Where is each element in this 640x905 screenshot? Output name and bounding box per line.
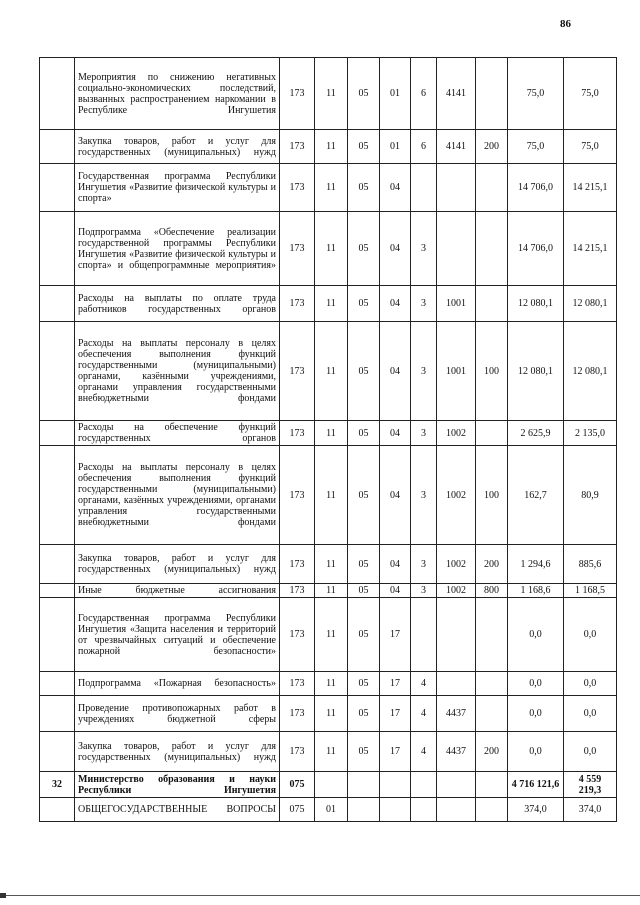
- code-cs3: [437, 598, 476, 672]
- table-row: [40, 732, 617, 772]
- code-vr: 800: [476, 584, 508, 598]
- code-rz: 11: [315, 322, 348, 421]
- value-plan: 75,0: [508, 58, 564, 130]
- code-cs3: 1002: [437, 584, 476, 598]
- table-row: [40, 446, 617, 545]
- value-plan: 0,0: [508, 598, 564, 672]
- code-vr: 200: [476, 732, 508, 772]
- code-cs1: 01: [380, 130, 411, 164]
- budget-table: [39, 57, 617, 822]
- code-rz: 11: [315, 421, 348, 446]
- footer-mark: [0, 893, 6, 898]
- code-vr: [476, 286, 508, 322]
- table-body: [40, 58, 617, 822]
- table-row: [40, 286, 617, 322]
- row-number: [40, 212, 75, 286]
- value-actual: 0,0: [564, 598, 617, 672]
- value-plan: 0,0: [508, 672, 564, 696]
- code-cs3: [437, 672, 476, 696]
- value-actual: 75,0: [564, 130, 617, 164]
- code-cs2: 6: [411, 58, 437, 130]
- row-number: [40, 696, 75, 732]
- row-name: Расходы на выплаты персоналу в целях обеспечения выполнения функций государственными (муниципальными) органами, казённых учреждениями, органами управления государственными внебюджетными фондами: [75, 446, 280, 545]
- row-name: Подпрограмма «Обеспечение реализации государственной программы Республики Ингушетия «Развитие физической культуры и спорта» и общепрограммные мероприятия»: [75, 212, 280, 286]
- row-number: [40, 584, 75, 598]
- code-cs2: [411, 164, 437, 212]
- table-row: [40, 545, 617, 584]
- code-rz: 11: [315, 286, 348, 322]
- code-cs2: 6: [411, 130, 437, 164]
- row-number: [40, 672, 75, 696]
- row-name: Расходы на выплаты персоналу в целях обеспечения выполнения функций государственными (муниципальными) органами, казёнными учреждениями, органами управления государственными внебюджетными фондами: [75, 322, 280, 421]
- code-cs1: 17: [380, 598, 411, 672]
- code-cs2: [411, 772, 437, 798]
- code-rz: 11: [315, 58, 348, 130]
- value-actual: 80,9: [564, 446, 617, 545]
- code-cs2: 3: [411, 212, 437, 286]
- row-name: Министерство образования и науки Республики Ингушетия: [75, 772, 280, 798]
- code-cs3: 1001: [437, 286, 476, 322]
- row-number: [40, 598, 75, 672]
- code-cs1: [380, 798, 411, 822]
- value-plan: 1 168,6: [508, 584, 564, 598]
- code-pr: 05: [348, 286, 380, 322]
- code-cs3: [437, 212, 476, 286]
- table-row: [40, 672, 617, 696]
- code-cs3: [437, 164, 476, 212]
- table-row: [40, 58, 617, 130]
- row-name: Проведение противопожарных работ в учреждениях бюджетной сферы: [75, 696, 280, 732]
- value-actual: 4 559 219,3: [564, 772, 617, 798]
- value-plan: 12 080,1: [508, 322, 564, 421]
- code-pr: 05: [348, 164, 380, 212]
- row-number: 32: [40, 772, 75, 798]
- row-name: Государственная программа Республики Ингушетия «Защита населения и территорий от чрезвычайных ситуаций и обеспечение пожарной безопасности»: [75, 598, 280, 672]
- code-vr: [476, 58, 508, 130]
- value-actual: 14 215,1: [564, 164, 617, 212]
- code-pr: 05: [348, 421, 380, 446]
- code-vr: [476, 598, 508, 672]
- row-number: [40, 545, 75, 584]
- code-rz: 11: [315, 164, 348, 212]
- value-plan: 75,0: [508, 130, 564, 164]
- value-plan: 14 706,0: [508, 164, 564, 212]
- code-vr: [476, 798, 508, 822]
- value-actual: 0,0: [564, 672, 617, 696]
- code-pr: 05: [348, 545, 380, 584]
- code-cs2: 3: [411, 421, 437, 446]
- code-pr: 05: [348, 672, 380, 696]
- code-rz: 11: [315, 672, 348, 696]
- code-cs1: 04: [380, 286, 411, 322]
- code-gr: 173: [280, 696, 315, 732]
- value-plan: 2 625,9: [508, 421, 564, 446]
- code-rz: [315, 772, 348, 798]
- code-gr: 173: [280, 58, 315, 130]
- code-gr: 173: [280, 672, 315, 696]
- page-number: 86: [560, 18, 571, 30]
- code-cs3: 4437: [437, 696, 476, 732]
- code-gr: 173: [280, 421, 315, 446]
- code-pr: 05: [348, 58, 380, 130]
- code-cs2: 3: [411, 545, 437, 584]
- value-plan: 0,0: [508, 732, 564, 772]
- code-pr: 05: [348, 598, 380, 672]
- code-rz: 11: [315, 696, 348, 732]
- code-gr: 173: [280, 598, 315, 672]
- row-number: [40, 286, 75, 322]
- code-cs1: [380, 772, 411, 798]
- table-row: [40, 322, 617, 421]
- code-gr: 173: [280, 164, 315, 212]
- row-number: [40, 58, 75, 130]
- code-cs1: 04: [380, 446, 411, 545]
- code-cs1: 17: [380, 696, 411, 732]
- code-gr: 173: [280, 584, 315, 598]
- code-cs3: 4437: [437, 732, 476, 772]
- code-cs1: 01: [380, 58, 411, 130]
- code-cs3: 1002: [437, 421, 476, 446]
- value-actual: 12 080,1: [564, 322, 617, 421]
- table-row: [40, 130, 617, 164]
- code-cs2: 3: [411, 446, 437, 545]
- footer-line: [0, 895, 640, 896]
- value-actual: 2 135,0: [564, 421, 617, 446]
- table-row: [40, 772, 617, 798]
- code-vr: [476, 696, 508, 732]
- code-rz: 11: [315, 598, 348, 672]
- code-cs1: 04: [380, 322, 411, 421]
- code-cs1: 04: [380, 421, 411, 446]
- value-actual: 1 168,5: [564, 584, 617, 598]
- row-number: [40, 130, 75, 164]
- table-row: [40, 421, 617, 446]
- row-name: Расходы на обеспечение функций государственных органов: [75, 421, 280, 446]
- code-vr: 100: [476, 446, 508, 545]
- code-cs2: 4: [411, 732, 437, 772]
- value-actual: 0,0: [564, 732, 617, 772]
- row-number: [40, 732, 75, 772]
- code-pr: 05: [348, 322, 380, 421]
- table-row: [40, 798, 617, 822]
- value-plan: 374,0: [508, 798, 564, 822]
- code-cs1: 04: [380, 584, 411, 598]
- code-pr: 05: [348, 130, 380, 164]
- value-plan: 14 706,0: [508, 212, 564, 286]
- row-name: Мероприятия по снижению негативных социально-экономических последствий, вызванных распространением наркомании в Республике Ингушетия: [75, 58, 280, 130]
- code-cs1: 04: [380, 545, 411, 584]
- code-cs1: 04: [380, 164, 411, 212]
- code-pr: 05: [348, 696, 380, 732]
- code-gr: 173: [280, 322, 315, 421]
- value-actual: 14 215,1: [564, 212, 617, 286]
- code-pr: 05: [348, 446, 380, 545]
- code-cs2: 3: [411, 286, 437, 322]
- code-vr: 100: [476, 322, 508, 421]
- code-cs3: 1001: [437, 322, 476, 421]
- row-number: [40, 164, 75, 212]
- value-actual: 75,0: [564, 58, 617, 130]
- value-plan: 1 294,6: [508, 545, 564, 584]
- code-vr: 200: [476, 130, 508, 164]
- table-row: [40, 212, 617, 286]
- value-plan: 12 080,1: [508, 286, 564, 322]
- code-cs1: 17: [380, 732, 411, 772]
- table-row: [40, 164, 617, 212]
- code-cs1: 04: [380, 212, 411, 286]
- value-plan: 0,0: [508, 696, 564, 732]
- row-number: [40, 798, 75, 822]
- row-name: ОБЩЕГОСУДАРСТВЕННЫЕ ВОПРОСЫ: [75, 798, 280, 822]
- code-cs3: 1002: [437, 545, 476, 584]
- code-cs3: 4141: [437, 58, 476, 130]
- code-cs2: [411, 798, 437, 822]
- code-rz: 11: [315, 212, 348, 286]
- code-vr: [476, 212, 508, 286]
- code-pr: [348, 772, 380, 798]
- row-name: Закупка товаров, работ и услуг для государственных (муниципальных) нужд: [75, 545, 280, 584]
- code-gr: 173: [280, 130, 315, 164]
- code-rz: 11: [315, 130, 348, 164]
- code-vr: [476, 672, 508, 696]
- row-number: [40, 322, 75, 421]
- row-name: Расходы на выплаты по оплате труда работников государственных органов: [75, 286, 280, 322]
- table-row: [40, 598, 617, 672]
- code-rz: 11: [315, 446, 348, 545]
- code-cs2: 3: [411, 322, 437, 421]
- code-gr: 173: [280, 545, 315, 584]
- code-cs3: 4141: [437, 130, 476, 164]
- code-cs3: [437, 772, 476, 798]
- code-vr: [476, 164, 508, 212]
- row-name: Закупка товаров, работ и услуг для государственных (муниципальных) нужд: [75, 130, 280, 164]
- code-gr: 075: [280, 772, 315, 798]
- code-cs2: 3: [411, 584, 437, 598]
- row-name: Подпрограмма «Пожарная безопасность»: [75, 672, 280, 696]
- code-rz: 11: [315, 545, 348, 584]
- row-number: [40, 446, 75, 545]
- row-name: Государственная программа Республики Ингушетия «Развитие физической культуры и спорта»: [75, 164, 280, 212]
- code-gr: 075: [280, 798, 315, 822]
- code-cs2: 4: [411, 672, 437, 696]
- row-number: [40, 421, 75, 446]
- code-pr: [348, 798, 380, 822]
- table-row: [40, 584, 617, 598]
- code-vr: [476, 421, 508, 446]
- code-pr: 05: [348, 732, 380, 772]
- row-name: Закупка товаров, работ и услуг для государственных (муниципальных) нужд: [75, 732, 280, 772]
- value-actual: 885,6: [564, 545, 617, 584]
- code-rz: 11: [315, 732, 348, 772]
- code-pr: 05: [348, 212, 380, 286]
- code-pr: 05: [348, 584, 380, 598]
- code-rz: 01: [315, 798, 348, 822]
- value-actual: 0,0: [564, 696, 617, 732]
- code-vr: [476, 772, 508, 798]
- code-rz: 11: [315, 584, 348, 598]
- code-cs3: 1002: [437, 446, 476, 545]
- code-gr: 173: [280, 286, 315, 322]
- code-cs1: 17: [380, 672, 411, 696]
- value-actual: 12 080,1: [564, 286, 617, 322]
- code-gr: 173: [280, 446, 315, 545]
- code-gr: 173: [280, 732, 315, 772]
- code-cs3: [437, 798, 476, 822]
- table-row: [40, 696, 617, 732]
- value-plan: 162,7: [508, 446, 564, 545]
- code-cs2: [411, 598, 437, 672]
- row-name: Иные бюджетные ассигнования: [75, 584, 280, 598]
- code-gr: 173: [280, 212, 315, 286]
- code-cs2: 4: [411, 696, 437, 732]
- code-vr: 200: [476, 545, 508, 584]
- value-plan: 4 716 121,6: [508, 772, 564, 798]
- value-actual: 374,0: [564, 798, 617, 822]
